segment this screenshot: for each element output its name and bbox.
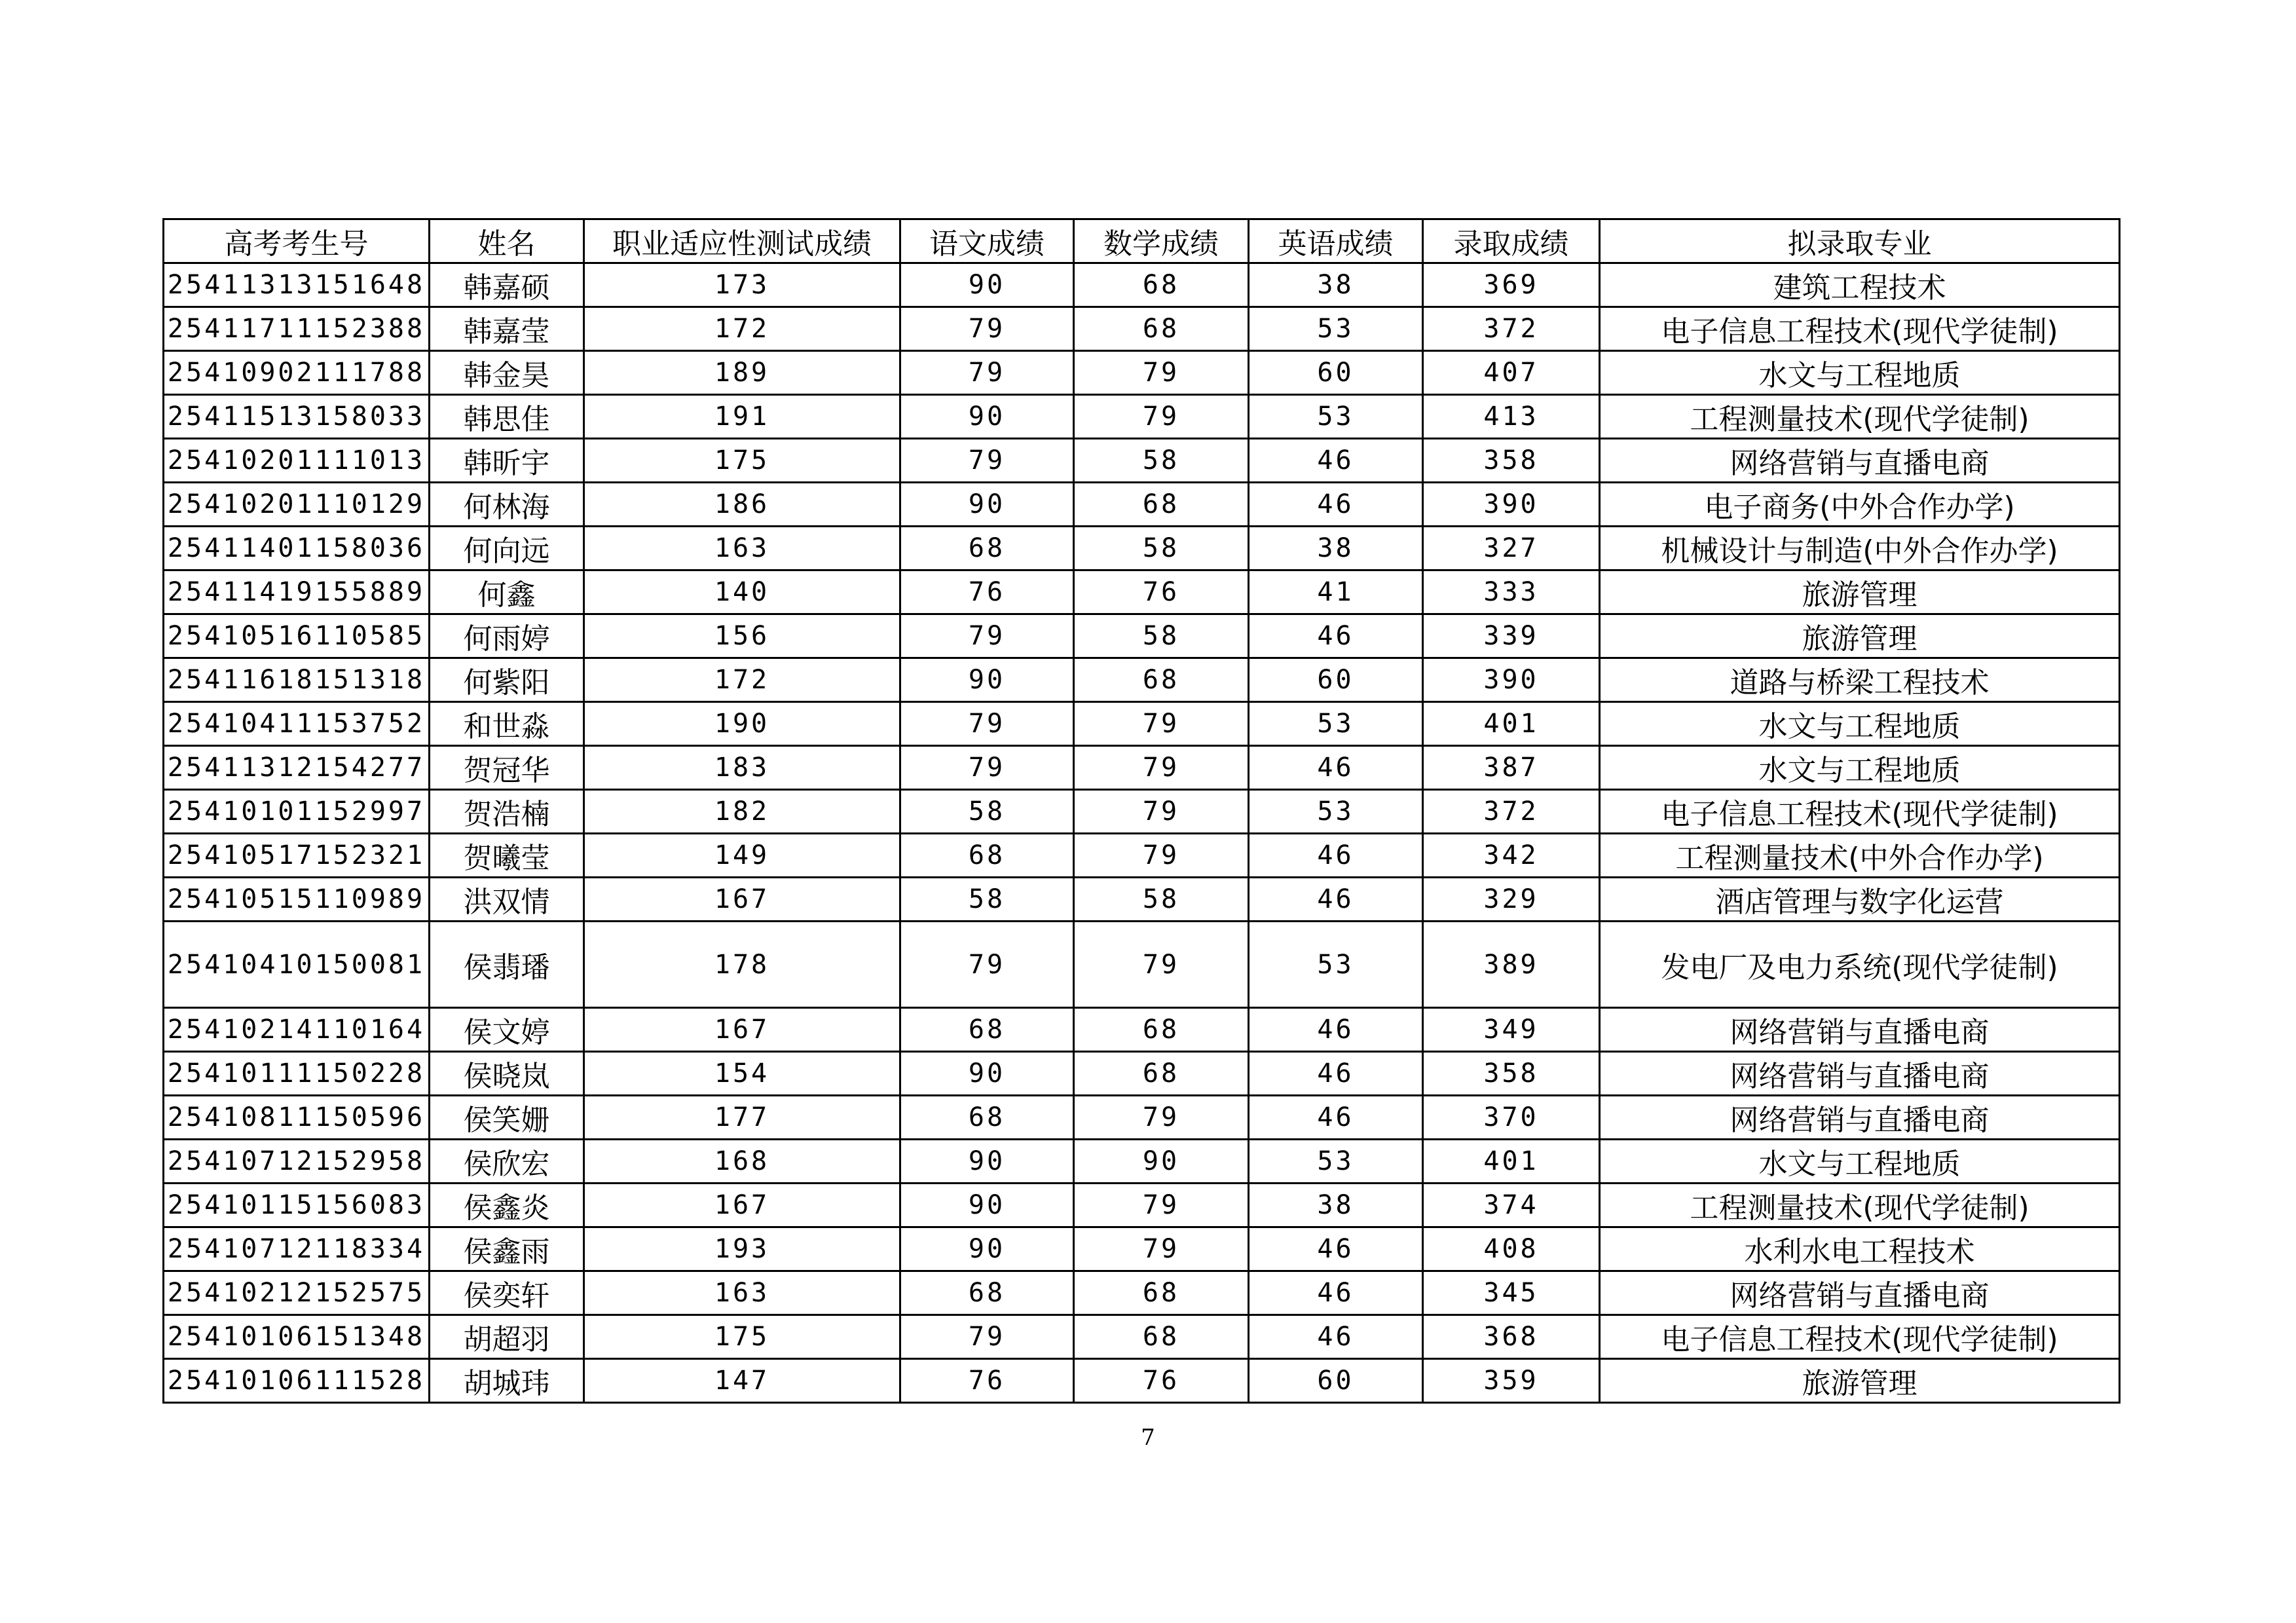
- table-row: [164, 307, 2120, 351]
- math-score-cell: 68: [1074, 1008, 1249, 1052]
- chinese-score-cell: 76: [900, 1359, 1074, 1403]
- admission-score-cell: 358: [1423, 439, 1600, 483]
- name-cell: 侯奕轩: [430, 1271, 584, 1315]
- major-cell: 水文与工程地质: [1600, 351, 2120, 395]
- header-name: 姓名: [430, 219, 584, 263]
- major-cell: 酒店管理与数字化运营: [1600, 878, 2120, 922]
- admission-score-cell: 329: [1423, 878, 1600, 922]
- name-cell: 何向远: [430, 527, 584, 570]
- chinese-score-cell: 90: [900, 395, 1074, 439]
- major-cell: 工程测量技术(现代学徒制): [1600, 1184, 2120, 1227]
- vocational-score-cell: 178: [584, 922, 900, 1008]
- math-score-cell: 68: [1074, 1315, 1249, 1359]
- exam-id-cell: 25410712118334: [164, 1227, 430, 1271]
- admission-score-cell: 369: [1423, 263, 1600, 307]
- major-cell: 工程测量技术(现代学徒制): [1600, 395, 2120, 439]
- name-cell: 洪双情: [430, 878, 584, 922]
- exam-id-cell: 25410201111013: [164, 439, 430, 483]
- chinese-score-cell: 90: [900, 263, 1074, 307]
- exam-id-cell: 25411419155889: [164, 570, 430, 614]
- table-row: [164, 395, 2120, 439]
- math-score-cell: 79: [1074, 702, 1249, 746]
- chinese-score-cell: 68: [900, 1271, 1074, 1315]
- vocational-score-cell: 154: [584, 1052, 900, 1096]
- major-cell: 水文与工程地质: [1600, 702, 2120, 746]
- admission-score-cell: 358: [1423, 1052, 1600, 1096]
- vocational-score-cell: 172: [584, 307, 900, 351]
- admission-score-cell: 390: [1423, 483, 1600, 527]
- name-cell: 韩思佳: [430, 395, 584, 439]
- vocational-score-cell: 168: [584, 1140, 900, 1184]
- major-cell: 网络营销与直播电商: [1600, 1271, 2120, 1315]
- admission-score-cell: 333: [1423, 570, 1600, 614]
- admission-score-cell: 327: [1423, 527, 1600, 570]
- vocational-score-cell: 175: [584, 439, 900, 483]
- name-cell: 韩嘉硕: [430, 263, 584, 307]
- exam-id-cell: 25411711152388: [164, 307, 430, 351]
- math-score-cell: 79: [1074, 1227, 1249, 1271]
- vocational-score-cell: 189: [584, 351, 900, 395]
- chinese-score-cell: 79: [900, 351, 1074, 395]
- english-score-cell: 46: [1249, 614, 1423, 658]
- header-row: [164, 219, 2120, 263]
- major-cell: 旅游管理: [1600, 1359, 2120, 1403]
- exam-id-cell: 25410516110585: [164, 614, 430, 658]
- name-cell: 侯欣宏: [430, 1140, 584, 1184]
- table-row: [164, 351, 2120, 395]
- header-vocational-test: 职业适应性测试成绩: [584, 219, 900, 263]
- english-score-cell: 53: [1249, 1140, 1423, 1184]
- admission-score-cell: 389: [1423, 922, 1600, 1008]
- table-row: [164, 790, 2120, 834]
- exam-id-cell: 25410811150596: [164, 1096, 430, 1140]
- name-cell: 侯鑫雨: [430, 1227, 584, 1271]
- vocational-score-cell: 167: [584, 1184, 900, 1227]
- admission-score-cell: 374: [1423, 1184, 1600, 1227]
- major-cell: 电子信息工程技术(现代学徒制): [1600, 307, 2120, 351]
- vocational-score-cell: 140: [584, 570, 900, 614]
- table-row: [164, 878, 2120, 922]
- table-row: [164, 439, 2120, 483]
- table-row: [164, 1184, 2120, 1227]
- english-score-cell: 46: [1249, 1096, 1423, 1140]
- math-score-cell: 58: [1074, 878, 1249, 922]
- table-row: [164, 702, 2120, 746]
- major-cell: 旅游管理: [1600, 570, 2120, 614]
- vocational-score-cell: 147: [584, 1359, 900, 1403]
- vocational-score-cell: 183: [584, 746, 900, 790]
- chinese-score-cell: 90: [900, 658, 1074, 702]
- exam-id-cell: 25410111150228: [164, 1052, 430, 1096]
- admission-score-cell: 339: [1423, 614, 1600, 658]
- chinese-score-cell: 58: [900, 790, 1074, 834]
- math-score-cell: 79: [1074, 790, 1249, 834]
- table-row: [164, 263, 2120, 307]
- exam-id-cell: 25410214110164: [164, 1008, 430, 1052]
- admission-score-cell: 345: [1423, 1271, 1600, 1315]
- math-score-cell: 68: [1074, 1052, 1249, 1096]
- vocational-score-cell: 177: [584, 1096, 900, 1140]
- vocational-score-cell: 190: [584, 702, 900, 746]
- english-score-cell: 53: [1249, 922, 1423, 1008]
- admission-score-cell: 372: [1423, 790, 1600, 834]
- vocational-score-cell: 186: [584, 483, 900, 527]
- math-score-cell: 79: [1074, 351, 1249, 395]
- major-cell: 工程测量技术(中外合作办学): [1600, 834, 2120, 878]
- major-cell: 电子商务(中外合作办学): [1600, 483, 2120, 527]
- major-cell: 网络营销与直播电商: [1600, 1052, 2120, 1096]
- admission-table: [162, 218, 2120, 1404]
- exam-id-cell: 25411513158033: [164, 395, 430, 439]
- header-exam-id: 高考考生号: [164, 219, 430, 263]
- chinese-score-cell: 79: [900, 307, 1074, 351]
- english-score-cell: 46: [1249, 483, 1423, 527]
- vocational-score-cell: 163: [584, 1271, 900, 1315]
- english-score-cell: 38: [1249, 527, 1423, 570]
- vocational-score-cell: 163: [584, 527, 900, 570]
- exam-id-cell: 25411313151648: [164, 263, 430, 307]
- english-score-cell: 46: [1249, 439, 1423, 483]
- chinese-score-cell: 68: [900, 1096, 1074, 1140]
- major-cell: 道路与桥梁工程技术: [1600, 658, 2120, 702]
- math-score-cell: 58: [1074, 439, 1249, 483]
- chinese-score-cell: 90: [900, 1184, 1074, 1227]
- page-number: 7: [1141, 1425, 1155, 1451]
- table-row: [164, 1271, 2120, 1315]
- table-row: [164, 658, 2120, 702]
- header-major: 拟录取专业: [1600, 219, 2120, 263]
- math-score-cell: 68: [1074, 263, 1249, 307]
- english-score-cell: 60: [1249, 351, 1423, 395]
- admission-score-cell: 359: [1423, 1359, 1600, 1403]
- admission-score-cell: 370: [1423, 1096, 1600, 1140]
- english-score-cell: 46: [1249, 1227, 1423, 1271]
- table-row: [164, 1227, 2120, 1271]
- math-score-cell: 76: [1074, 1359, 1249, 1403]
- math-score-cell: 68: [1074, 1271, 1249, 1315]
- vocational-score-cell: 156: [584, 614, 900, 658]
- math-score-cell: 68: [1074, 658, 1249, 702]
- chinese-score-cell: 90: [900, 1052, 1074, 1096]
- math-score-cell: 90: [1074, 1140, 1249, 1184]
- admission-score-cell: 349: [1423, 1008, 1600, 1052]
- exam-id-cell: 25410101152997: [164, 790, 430, 834]
- name-cell: 贺冠华: [430, 746, 584, 790]
- name-cell: 侯翡璠: [430, 922, 584, 1008]
- major-cell: 机械设计与制造(中外合作办学): [1600, 527, 2120, 570]
- chinese-score-cell: 68: [900, 1008, 1074, 1052]
- name-cell: 何鑫: [430, 570, 584, 614]
- table-body: [164, 263, 2120, 1403]
- vocational-score-cell: 172: [584, 658, 900, 702]
- chinese-score-cell: 79: [900, 439, 1074, 483]
- table-row: [164, 834, 2120, 878]
- math-score-cell: 76: [1074, 570, 1249, 614]
- exam-id-cell: 25410410150081: [164, 922, 430, 1008]
- math-score-cell: 68: [1074, 483, 1249, 527]
- exam-id-cell: 25410902111788: [164, 351, 430, 395]
- english-score-cell: 46: [1249, 878, 1423, 922]
- vocational-score-cell: 167: [584, 878, 900, 922]
- name-cell: 侯鑫炎: [430, 1184, 584, 1227]
- admission-score-cell: 401: [1423, 1140, 1600, 1184]
- math-score-cell: 58: [1074, 527, 1249, 570]
- vocational-score-cell: 182: [584, 790, 900, 834]
- header-math: 数学成绩: [1074, 219, 1249, 263]
- table-row: [164, 527, 2120, 570]
- exam-id-cell: 25410712152958: [164, 1140, 430, 1184]
- chinese-score-cell: 90: [900, 483, 1074, 527]
- name-cell: 韩金昊: [430, 351, 584, 395]
- admission-score-cell: 408: [1423, 1227, 1600, 1271]
- major-cell: 电子信息工程技术(现代学徒制): [1600, 1315, 2120, 1359]
- exam-id-cell: 25410106151348: [164, 1315, 430, 1359]
- name-cell: 贺浩楠: [430, 790, 584, 834]
- vocational-score-cell: 173: [584, 263, 900, 307]
- exam-id-cell: 25410517152321: [164, 834, 430, 878]
- english-score-cell: 38: [1249, 263, 1423, 307]
- exam-id-cell: 25411401158036: [164, 527, 430, 570]
- name-cell: 胡超羽: [430, 1315, 584, 1359]
- vocational-score-cell: 149: [584, 834, 900, 878]
- header-chinese: 语文成绩: [900, 219, 1074, 263]
- major-cell: 发电厂及电力系统(现代学徒制): [1600, 922, 2120, 1008]
- name-cell: 侯笑姗: [430, 1096, 584, 1140]
- exam-id-cell: 25410212152575: [164, 1271, 430, 1315]
- name-cell: 韩嘉莹: [430, 307, 584, 351]
- name-cell: 何紫阳: [430, 658, 584, 702]
- chinese-score-cell: 79: [900, 702, 1074, 746]
- exam-id-cell: 25410115156083: [164, 1184, 430, 1227]
- table-row: [164, 1140, 2120, 1184]
- table-row: [164, 1008, 2120, 1052]
- table-row: [164, 1359, 2120, 1403]
- major-cell: 电子信息工程技术(现代学徒制): [1600, 790, 2120, 834]
- admission-score-cell: 387: [1423, 746, 1600, 790]
- english-score-cell: 53: [1249, 790, 1423, 834]
- exam-id-cell: 25410201110129: [164, 483, 430, 527]
- vocational-score-cell: 167: [584, 1008, 900, 1052]
- table-row: [164, 1315, 2120, 1359]
- exam-id-cell: 25411618151318: [164, 658, 430, 702]
- major-cell: 水文与工程地质: [1600, 746, 2120, 790]
- chinese-score-cell: 79: [900, 746, 1074, 790]
- exam-id-cell: 25410515110989: [164, 878, 430, 922]
- name-cell: 侯文婷: [430, 1008, 584, 1052]
- major-cell: 网络营销与直播电商: [1600, 1096, 2120, 1140]
- chinese-score-cell: 90: [900, 1227, 1074, 1271]
- math-score-cell: 79: [1074, 1184, 1249, 1227]
- table-row: [164, 570, 2120, 614]
- exam-id-cell: 25410106111528: [164, 1359, 430, 1403]
- math-score-cell: 79: [1074, 395, 1249, 439]
- major-cell: 建筑工程技术: [1600, 263, 2120, 307]
- vocational-score-cell: 193: [584, 1227, 900, 1271]
- math-score-cell: 79: [1074, 746, 1249, 790]
- math-score-cell: 79: [1074, 1096, 1249, 1140]
- english-score-cell: 38: [1249, 1184, 1423, 1227]
- english-score-cell: 41: [1249, 570, 1423, 614]
- chinese-score-cell: 79: [900, 922, 1074, 1008]
- name-cell: 何林海: [430, 483, 584, 527]
- exam-id-cell: 25411312154277: [164, 746, 430, 790]
- table-row: [164, 483, 2120, 527]
- name-cell: 胡城玮: [430, 1359, 584, 1403]
- admission-score-cell: 372: [1423, 307, 1600, 351]
- table-row: [164, 1096, 2120, 1140]
- english-score-cell: 46: [1249, 1052, 1423, 1096]
- name-cell: 韩昕宇: [430, 439, 584, 483]
- english-score-cell: 60: [1249, 1359, 1423, 1403]
- math-score-cell: 79: [1074, 922, 1249, 1008]
- vocational-score-cell: 191: [584, 395, 900, 439]
- english-score-cell: 46: [1249, 1008, 1423, 1052]
- english-score-cell: 46: [1249, 834, 1423, 878]
- table-row: [164, 1052, 2120, 1096]
- english-score-cell: 46: [1249, 1315, 1423, 1359]
- table-row: [164, 614, 2120, 658]
- header-english: 英语成绩: [1249, 219, 1423, 263]
- chinese-score-cell: 79: [900, 1315, 1074, 1359]
- table-row: [164, 922, 2120, 1008]
- english-score-cell: 60: [1249, 658, 1423, 702]
- chinese-score-cell: 79: [900, 614, 1074, 658]
- header-admission-score: 录取成绩: [1423, 219, 1600, 263]
- chinese-score-cell: 76: [900, 570, 1074, 614]
- chinese-score-cell: 68: [900, 834, 1074, 878]
- admission-score-cell: 390: [1423, 658, 1600, 702]
- admission-score-cell: 401: [1423, 702, 1600, 746]
- math-score-cell: 79: [1074, 834, 1249, 878]
- name-cell: 和世淼: [430, 702, 584, 746]
- major-cell: 网络营销与直播电商: [1600, 1008, 2120, 1052]
- chinese-score-cell: 68: [900, 527, 1074, 570]
- major-cell: 水利水电工程技术: [1600, 1227, 2120, 1271]
- table-row: [164, 746, 2120, 790]
- admission-score-cell: 407: [1423, 351, 1600, 395]
- chinese-score-cell: 90: [900, 1140, 1074, 1184]
- name-cell: 何雨婷: [430, 614, 584, 658]
- name-cell: 侯晓岚: [430, 1052, 584, 1096]
- english-score-cell: 53: [1249, 307, 1423, 351]
- math-score-cell: 58: [1074, 614, 1249, 658]
- vocational-score-cell: 175: [584, 1315, 900, 1359]
- chinese-score-cell: 58: [900, 878, 1074, 922]
- admission-score-cell: 342: [1423, 834, 1600, 878]
- major-cell: 网络营销与直播电商: [1600, 439, 2120, 483]
- english-score-cell: 53: [1249, 395, 1423, 439]
- exam-id-cell: 25410411153752: [164, 702, 430, 746]
- major-cell: 水文与工程地质: [1600, 1140, 2120, 1184]
- english-score-cell: 46: [1249, 746, 1423, 790]
- admission-score-cell: 368: [1423, 1315, 1600, 1359]
- math-score-cell: 68: [1074, 307, 1249, 351]
- major-cell: 旅游管理: [1600, 614, 2120, 658]
- english-score-cell: 53: [1249, 702, 1423, 746]
- name-cell: 贺曦莹: [430, 834, 584, 878]
- english-score-cell: 46: [1249, 1271, 1423, 1315]
- admission-score-cell: 413: [1423, 395, 1600, 439]
